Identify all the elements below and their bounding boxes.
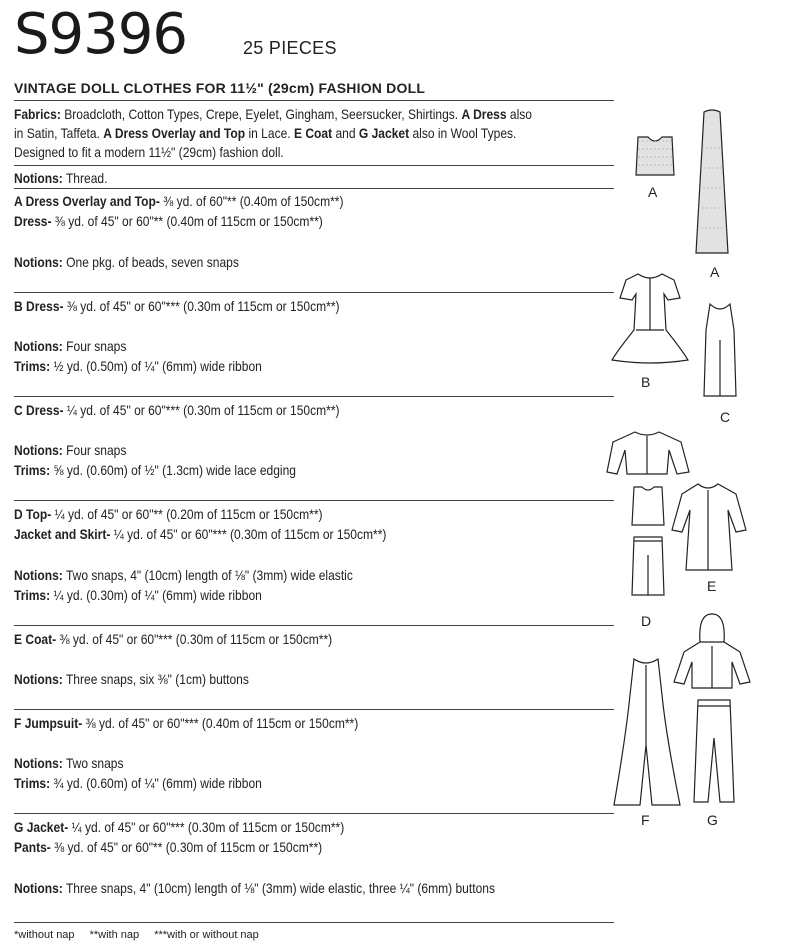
trims-label: Trims:	[14, 462, 51, 478]
view-c-line-1	[14, 401, 340, 419]
notions-text: One pkg. of beads, seven snaps	[62, 254, 239, 270]
notions-label: Notions:	[14, 567, 63, 583]
divider	[14, 709, 614, 710]
trims-text: ¼ yd. (0.30m) of ¼" (6mm) wide ribbon	[50, 587, 262, 603]
view-d-label-1: D Top-	[14, 506, 52, 522]
notions-text: Four snaps	[62, 338, 127, 354]
view-d-top-illustration	[628, 485, 668, 530]
notions-text: Two snaps, 4" (10cm) length of ⅛" (3mm) wide elastic	[62, 567, 353, 583]
view-e-coat-illustration	[672, 480, 747, 575]
view-e-notions	[14, 670, 249, 688]
notions-label: Notions:	[14, 254, 63, 270]
divider	[14, 100, 614, 101]
view-g-text-2: ⅜ yd. of 45" or 60"** (0.30m of 115cm or 150cm**)	[50, 839, 323, 855]
notions-text: Thread.	[62, 170, 108, 186]
view-f-line-1	[14, 714, 358, 732]
view-a-label-1: A Dress Overlay and Top-	[14, 193, 160, 209]
fabrics-bold-2: A Dress Overlay and Top	[103, 125, 246, 141]
view-g-line-2	[14, 838, 322, 856]
notions-label: Notions:	[14, 755, 63, 771]
trims-text: ⅝ yd. (0.60m) of ½" (1.3cm) wide lace edging	[50, 462, 296, 478]
view-b-label: B	[641, 374, 651, 390]
view-b-line-1	[14, 297, 340, 315]
view-g-notions	[14, 879, 495, 897]
view-d-trims	[14, 586, 262, 604]
nap-footnotes	[14, 929, 271, 941]
notions-general	[14, 169, 107, 187]
trims-text: ½ yd. (0.50m) of ¼" (6mm) wide ribbon	[50, 358, 262, 374]
divider	[14, 188, 614, 189]
fabrics-text-1b: also	[506, 106, 533, 122]
view-a-line-1	[14, 192, 344, 210]
fabrics-bold-4: G Jacket	[358, 125, 410, 141]
notions-label: Notions:	[14, 880, 63, 896]
view-a-top-label: A	[648, 184, 658, 200]
view-c-trims	[14, 461, 296, 479]
view-g-label-2: Pants-	[14, 839, 51, 855]
view-a-line-2	[14, 212, 323, 230]
view-a-text-2: ⅜ yd. of 45" or 60"** (0.40m of 115cm or 150cm**)	[51, 213, 323, 229]
view-d-jacket-illustration	[605, 428, 690, 478]
fabrics-text-2: in Satin, Taffeta.	[14, 125, 104, 141]
view-g-label-1: G Jacket-	[14, 819, 69, 835]
view-g-label: G	[707, 812, 718, 828]
view-d-skirt-illustration	[628, 535, 668, 600]
footnote-with-nap: **with nap	[89, 929, 140, 941]
view-c-dress-illustration	[700, 300, 740, 400]
divider	[14, 292, 614, 293]
view-b-label-1: B Dress-	[14, 298, 64, 314]
view-d-line-2	[14, 525, 386, 543]
view-b-trims	[14, 357, 262, 375]
view-d-text-2: ¼ yd. of 45" or 60"*** (0.30m of 115cm or 150cm**)	[110, 526, 387, 542]
fabrics-text-2b: in Lace.	[245, 125, 294, 141]
notions-text: Three snaps, six ⅜" (1cm) buttons	[62, 671, 249, 687]
fabrics-label: Fabrics:	[14, 106, 61, 122]
fabrics-bold-3: E Coat	[293, 125, 333, 141]
view-a-dress-illustration	[690, 108, 735, 258]
view-d-label-2: Jacket and Skirt-	[14, 526, 111, 542]
view-c-text-1: ¼ yd. of 45" or 60"*** (0.30m of 115cm or 150cm**)	[63, 402, 340, 418]
piece-count: 25 PIECES	[243, 38, 337, 58]
footnote-with-or-without-nap: ***with or without nap	[154, 929, 259, 941]
divider	[14, 500, 614, 501]
view-d-notions	[14, 566, 353, 584]
notions-label: Notions:	[14, 170, 63, 186]
pattern-title: VINTAGE DOLL CLOTHES FOR 11½" (29cm) FASHION DOLL	[14, 80, 426, 96]
trims-label: Trims:	[14, 775, 51, 791]
view-g-pants-illustration	[690, 698, 738, 808]
view-a-notions	[14, 253, 239, 271]
view-g-line-1	[14, 818, 344, 836]
view-d-label: D	[641, 613, 652, 629]
divider	[14, 922, 614, 923]
view-g-jacket-illustration	[672, 612, 752, 692]
view-c-label-1: C Dress-	[14, 402, 64, 418]
notions-text: Two snaps	[62, 755, 124, 771]
view-e-label-1: E Coat-	[14, 631, 57, 647]
notions-label: Notions:	[14, 338, 63, 354]
view-a-text-1: ⅜ yd. of 60"** (0.40m of 150cm**)	[159, 193, 344, 209]
fabrics-text-1: Broadcloth, Cotton Types, Crepe, Eyelet, Gingham, Seersucker, Shirtings.	[60, 106, 462, 122]
trims-text: ¾ yd. (0.60m) of ¼" (6mm) wide ribbon	[50, 775, 262, 791]
notions-text: Three snaps, 4" (10cm) length of ⅛" (3mm) wide elastic, three ¼" (6mm) buttons	[62, 880, 495, 896]
fabrics-text-2c: and	[332, 125, 359, 141]
notions-label: Notions:	[14, 442, 63, 458]
trims-label: Trims:	[14, 358, 51, 374]
view-b-dress-illustration	[610, 270, 690, 365]
fabrics-section	[14, 105, 607, 162]
view-f-text-1: ⅜ yd. of 45" or 60"*** (0.40m of 115cm or 150cm**)	[82, 715, 359, 731]
view-d-text-1: ¼ yd. of 45" or 60"** (0.20m of 115cm or 150cm**)	[51, 506, 323, 522]
view-f-label: F	[641, 812, 650, 828]
divider	[14, 165, 614, 166]
view-f-notions	[14, 754, 124, 772]
view-c-label: C	[720, 409, 731, 425]
view-a-label-2: Dress-	[14, 213, 52, 229]
view-f-label-1: F Jumpsuit-	[14, 715, 83, 731]
fabrics-text-3: Designed to fit a modern 11½" (29cm) fashion doll.	[14, 144, 284, 160]
view-c-notions	[14, 441, 126, 459]
notions-label: Notions:	[14, 671, 63, 687]
view-g-text-1: ¼ yd. of 45" or 60"*** (0.30m of 115cm or 150cm**)	[68, 819, 345, 835]
notions-text: Four snaps	[62, 442, 127, 458]
fabrics-text-2d: also in Wool Types.	[409, 125, 517, 141]
fabrics-bold-1: A Dress	[461, 106, 507, 122]
view-b-notions	[14, 337, 126, 355]
view-e-line-1	[14, 630, 332, 648]
trims-label: Trims:	[14, 587, 51, 603]
divider	[14, 396, 614, 397]
divider	[14, 813, 614, 814]
pattern-number: S9396	[14, 2, 188, 67]
divider	[14, 625, 614, 626]
view-a-top-illustration	[630, 135, 680, 180]
view-b-text-1: ⅜ yd. of 45" or 60"*** (0.30m of 115cm or 150cm**)	[63, 298, 340, 314]
view-f-trims	[14, 774, 262, 792]
view-a-dress-label: A	[710, 264, 720, 280]
view-e-text-1: ⅜ yd. of 45" or 60"*** (0.30m of 115cm or 150cm**)	[56, 631, 333, 647]
view-d-line-1	[14, 505, 323, 523]
footnote-without-nap: *without nap	[14, 929, 75, 941]
view-e-label: E	[707, 578, 717, 594]
